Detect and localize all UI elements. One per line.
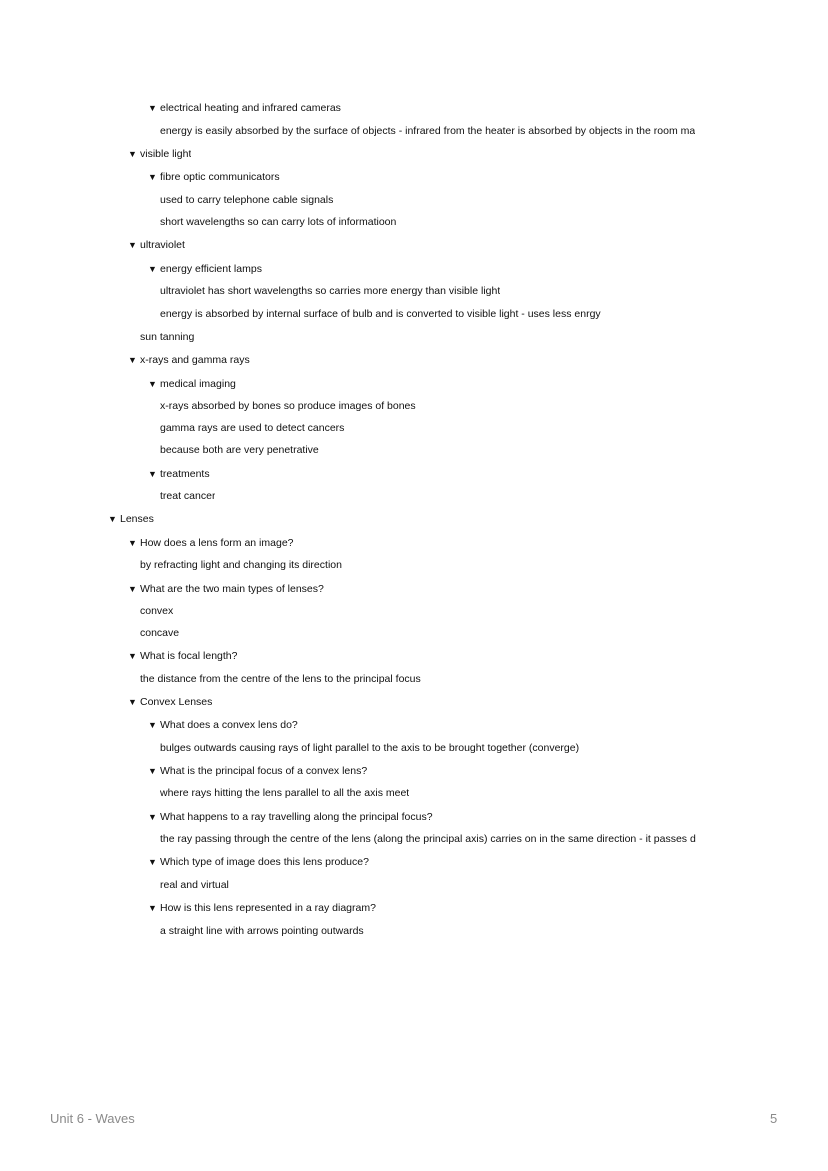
collapse-triangle-icon[interactable]: ▼ xyxy=(128,584,137,594)
outline-toggle-item[interactable] xyxy=(128,353,250,367)
outline-item-label: by refracting light and changing its direction xyxy=(140,559,342,571)
outline-text-item xyxy=(160,443,319,457)
outline-text-item xyxy=(140,604,173,618)
outline-text-item xyxy=(160,193,333,207)
collapse-triangle-icon[interactable]: ▼ xyxy=(148,720,157,730)
outline-toggle-item[interactable] xyxy=(148,901,376,915)
outline-item-label: Which type of image does this lens produce? xyxy=(160,856,369,868)
outline-item-label: ultraviolet xyxy=(140,239,185,251)
outline-item-label: gamma rays are used to detect cancers xyxy=(160,422,345,434)
outline-toggle-item[interactable] xyxy=(148,855,369,869)
collapse-triangle-icon[interactable]: ▼ xyxy=(128,149,137,159)
collapse-triangle-icon[interactable]: ▼ xyxy=(148,857,157,867)
outline-item-label: energy is absorbed by internal surface of bulb and is converted to visible light - uses less enrgy xyxy=(160,308,601,320)
outline-item-label: used to carry telephone cable signals xyxy=(160,194,334,206)
outline-text-item xyxy=(160,399,416,413)
outline-toggle-item[interactable] xyxy=(128,238,185,252)
outline-item-label: the distance from the centre of the lens to the principal focus xyxy=(140,673,421,685)
outline-toggle-item[interactable] xyxy=(128,147,191,161)
collapse-triangle-icon[interactable]: ▼ xyxy=(148,172,157,182)
outline-item-label: Convex Lenses xyxy=(140,696,213,708)
outline-item-label: How is this lens represented in a ray diagram? xyxy=(160,902,376,914)
outline-text-item xyxy=(160,307,601,321)
outline-item-label: fibre optic communicators xyxy=(160,171,280,183)
outline-text-item xyxy=(160,878,229,892)
collapse-triangle-icon[interactable]: ▼ xyxy=(128,538,137,548)
outline-text-item xyxy=(160,741,579,755)
outline-text-item xyxy=(160,786,409,800)
outline-item-label: ultraviolet has short wavelengths so carries more energy than visible light xyxy=(160,285,501,297)
outline-toggle-item[interactable] xyxy=(148,467,210,481)
outline-item-label: What are the two main types of lenses? xyxy=(140,583,324,595)
outline-text-item xyxy=(140,330,194,344)
collapse-triangle-icon[interactable]: ▼ xyxy=(148,766,157,776)
footer-title: Unit 6 - Waves xyxy=(50,1111,135,1126)
outline-item-label: short wavelengths so can carry lots of informatioon xyxy=(160,216,397,228)
collapse-triangle-icon[interactable]: ▼ xyxy=(128,651,137,661)
outline-toggle-item[interactable] xyxy=(128,536,294,550)
outline-item-label: x-rays absorbed by bones so produce images of bones xyxy=(160,400,416,412)
outline-item-label: bulges outwards causing rays of light parallel to the axis to be brought together (converge) xyxy=(160,742,580,754)
collapse-triangle-icon[interactable]: ▼ xyxy=(148,812,157,822)
outline-item-label: electrical heating and infrared cameras xyxy=(160,102,341,114)
outline-item-label: What is focal length? xyxy=(140,650,238,662)
outline-item-label: Lenses xyxy=(120,513,154,525)
collapse-triangle-icon[interactable]: ▼ xyxy=(148,379,157,389)
outline-item-label: treatments xyxy=(160,468,210,480)
outline-text-item xyxy=(160,924,364,938)
outline-toggle-item[interactable] xyxy=(148,764,367,778)
outline-text-item xyxy=(160,421,344,435)
outline-item-label: medical imaging xyxy=(160,378,236,390)
outline-item-label: What does a convex lens do? xyxy=(160,719,298,731)
outline-text-item xyxy=(160,124,695,138)
outline-toggle-item[interactable] xyxy=(148,718,298,732)
collapse-triangle-icon[interactable]: ▼ xyxy=(148,264,157,274)
outline-item-label: treat cancer xyxy=(160,490,216,502)
outline-item-label: x-rays and gamma rays xyxy=(140,354,250,366)
collapse-triangle-icon[interactable]: ▼ xyxy=(148,103,157,113)
outline-toggle-item[interactable] xyxy=(148,377,236,391)
outline-item-label: visible light xyxy=(140,148,192,160)
outline-toggle-item[interactable] xyxy=(148,170,280,184)
outline-item-label: convex xyxy=(140,605,174,617)
outline-text-item xyxy=(140,626,179,640)
outline-item-label: sun tanning xyxy=(140,331,195,343)
outline-item-label: the ray passing through the centre of the lens (along the principal axis) carries on in the same direction - it passes d xyxy=(160,833,696,845)
outline-toggle-item[interactable] xyxy=(128,582,324,596)
page-number: 5 xyxy=(770,1111,778,1126)
collapse-triangle-icon[interactable]: ▼ xyxy=(148,903,157,913)
outline-item-label: concave xyxy=(140,627,180,639)
collapse-triangle-icon[interactable]: ▼ xyxy=(148,469,157,479)
outline-text-item xyxy=(140,558,342,572)
outline-item-label: energy is easily absorbed by the surface of objects - infrared from the heater is absorbed by objects in the room ma xyxy=(160,125,696,137)
outline-item-label: real and virtual xyxy=(160,879,229,891)
outline-item-label: How does a lens form an image? xyxy=(140,537,294,549)
outline-item-label: where rays hitting the lens parallel to all the axis meet xyxy=(160,787,410,799)
collapse-triangle-icon[interactable]: ▼ xyxy=(128,240,137,250)
outline-text-item xyxy=(160,215,396,229)
outline-item-label: What happens to a ray travelling along the principal focus? xyxy=(160,811,433,823)
collapse-triangle-icon[interactable]: ▼ xyxy=(108,514,117,524)
outline-toggle-item[interactable] xyxy=(148,810,433,824)
collapse-triangle-icon[interactable]: ▼ xyxy=(128,355,137,365)
outline-text-item xyxy=(140,672,421,686)
outline-toggle-item[interactable] xyxy=(128,695,212,709)
collapse-triangle-icon[interactable]: ▼ xyxy=(128,697,137,707)
outline-toggle-item[interactable] xyxy=(148,262,262,276)
outline-item-label: a straight line with arrows pointing outwards xyxy=(160,925,364,937)
outline-toggle-item[interactable] xyxy=(128,649,237,663)
outline-toggle-item[interactable] xyxy=(108,512,154,526)
outline-item-label: What is the principal focus of a convex lens? xyxy=(160,765,368,777)
outline-text-item xyxy=(160,832,696,846)
outline-text-item xyxy=(160,284,500,298)
outline-item-label: because both are very penetrative xyxy=(160,444,319,456)
outline-item-label: energy efficient lamps xyxy=(160,263,262,275)
outline-text-item xyxy=(160,489,215,503)
outline-toggle-item[interactable] xyxy=(148,101,341,115)
